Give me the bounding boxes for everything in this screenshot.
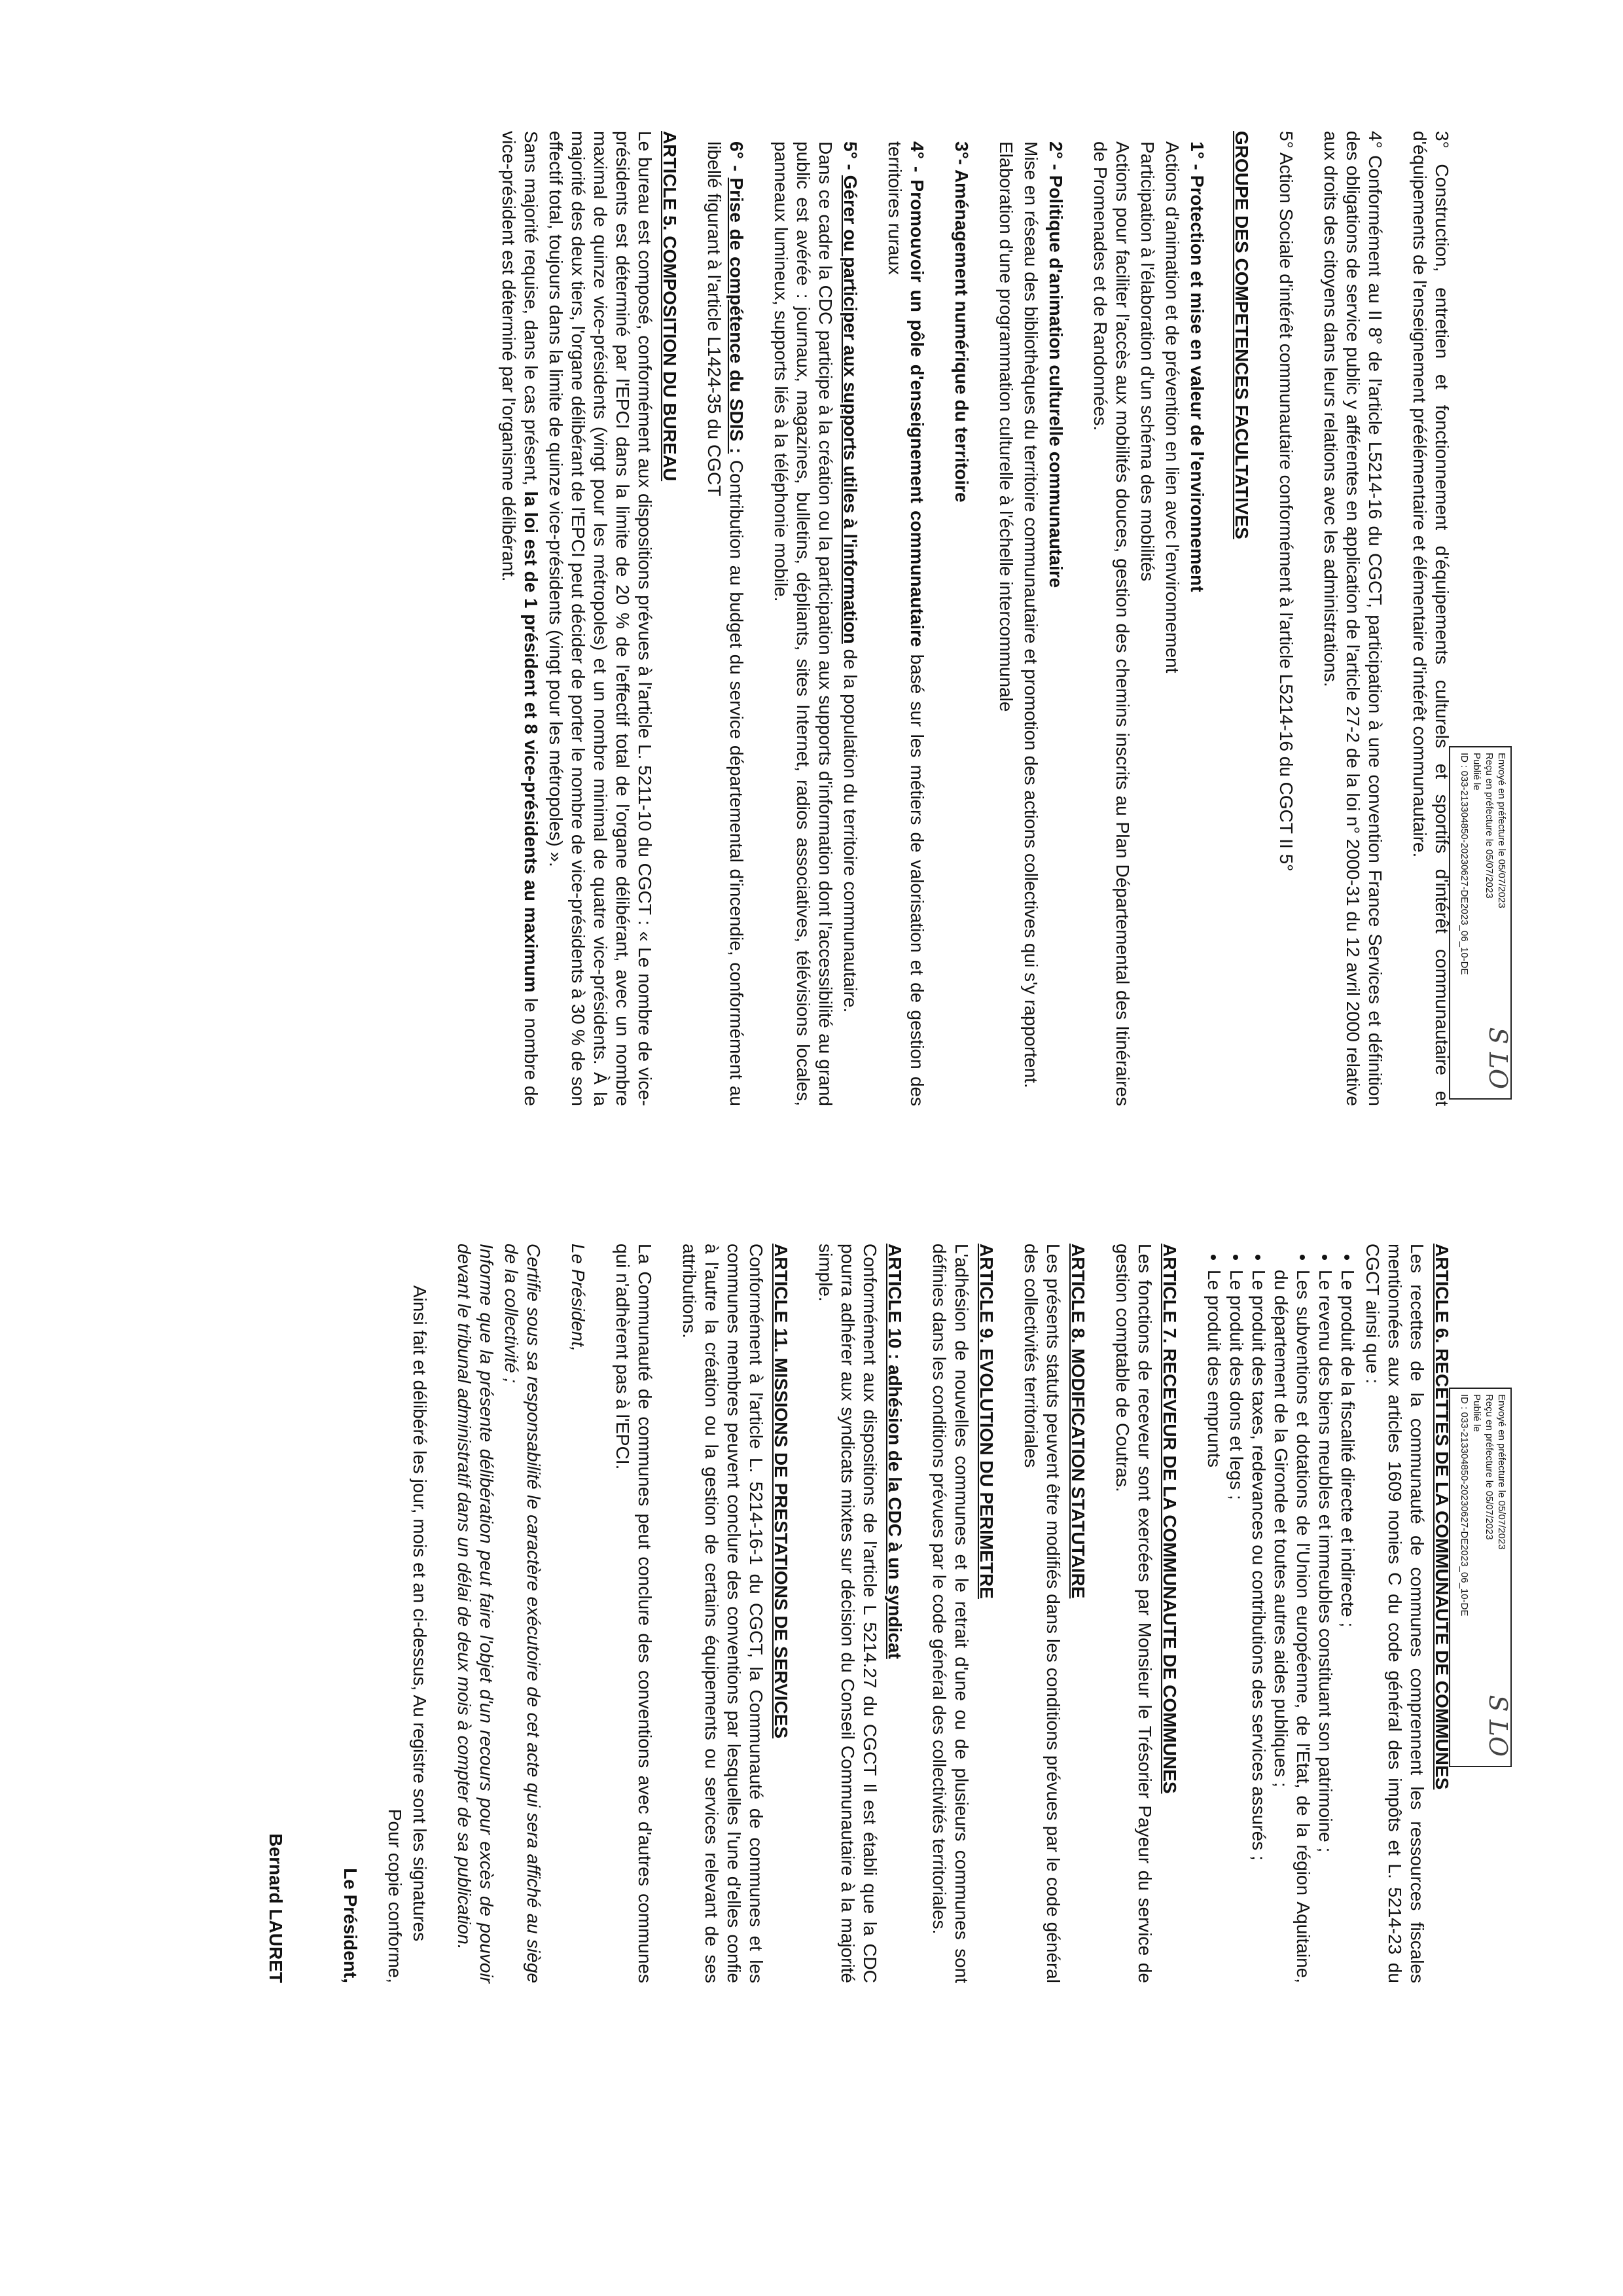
stamp-received: Reçu en préfecture le 05/07/2023 bbox=[1484, 1394, 1495, 1540]
article-6-intro: Les recettes de la communauté de communes comprennent les ressources fiscales mentionnées aux articles 1609 nonies C du code général des impôts et L. 5214-23 du CGCT ainsi que : bbox=[1363, 1244, 1427, 1983]
stamp-published: Publié le bbox=[1471, 753, 1482, 791]
article-5-paragraph-2: Sans majorité requise, dans le cas présent, la loi est de 1 président et 8 vice-présidents au maximum le nombre de vice-président est déterminé par l'organisme délibérant. bbox=[499, 131, 541, 1106]
optional-1-line-2: Participation à l'élaboration d'un schéma des mobilités bbox=[1137, 141, 1158, 582]
optional-2-line-2: Elaboration d'une programmation culturelle à l'échelle intercommunale bbox=[996, 141, 1016, 712]
copy-conform: Pour copie conforme, bbox=[385, 1808, 405, 1983]
optional-2-line-1: Mise en réseau des bibliothèques du territoire communautaire et promotion des actions collectives qui s'y rapportent. bbox=[1021, 141, 1041, 1088]
president-name: Bernard LAURET bbox=[266, 1833, 286, 1983]
stamp-id: ID : 033-213304850-20230627-DE2023_06_10-DE bbox=[1459, 753, 1470, 975]
article-11-paragraph-2: La Communauté de communes peut conclure des conventions avec d'autres communes qui n'adhèrent pas à l'EPCI. bbox=[613, 1244, 655, 1983]
stamp-received: Reçu en préfecture le 05/07/2023 bbox=[1484, 753, 1495, 899]
article-8-title: ARTICLE 8. MODIFICATION STATUTAIRE bbox=[1068, 1244, 1088, 1599]
appeal-notice: Informe que la présente délibération peut faire l'objet d'un recours pour excès de pouvoir devant le tribunal administratif dans un délai de deux mois à compter de sa publication. bbox=[454, 1244, 497, 1983]
optional-5-detail: Dans ce cadre la CDC participe à la création ou la participation aux supports d'information dont l'accessibilité au grand public est avérée : journaux, magazines, bulletins, dépliants, sites Internet, radios associatives, télévisions locales, panneaux lumineux, supports liés à la téléphonie mobile. bbox=[771, 141, 836, 1106]
article-7-title: ARTICLE 7. RECEVEUR DE LA COMMUNAUTE DE COMMUNES bbox=[1160, 1244, 1180, 1794]
list-item: • Le revenu des biens meubles et immeubles constituant son patrimoine ; bbox=[1314, 1270, 1336, 1983]
right-column bbox=[262, 1244, 1453, 1983]
stamp-sent: Envoyé en préfecture le 05/07/2023 bbox=[1496, 1394, 1507, 1550]
prefecture-stamp-left bbox=[1449, 746, 1512, 1100]
competence-4-paragraph: 4° Conformément au II 8° de l'article L5214-16 du CGCT, participation à une convention France Services et définition des obligations de service public y afférentes en application de l'article 27-2 de la loi n° 2000-31 du 12 avril 2000 relative aux droits des citoyens dans leurs relations avec les administrations. bbox=[1321, 131, 1385, 1106]
list-item: • Les subventions et dotations de l'Union européenne, de l'Etat, de la région Aquitaine, du département de la Gironde et toutes autres aides publiques ; bbox=[1270, 1270, 1314, 1983]
prefecture-stamp-right bbox=[1449, 1388, 1512, 1767]
list-item: • Le produit des taxes, redevances ou contributions des services assurés ; bbox=[1247, 1270, 1270, 1983]
optional-1-title: 1° - Protection et mise en valeur de l'environnement bbox=[1187, 141, 1207, 592]
stamp-signature: S LO bbox=[1484, 1695, 1512, 1757]
article-10-title: ARTICLE 10 : adhésion de la CDC à un syndicat bbox=[885, 1244, 905, 1659]
optional-5-paragraph: 5° - Gérer ou participer aux supports utiles à l'information de la population du territoire communautaire. bbox=[840, 141, 861, 1013]
optional-1-line-3: Actions pour faciliter l'accès aux mobilités douces, gestion des chemins inscrits au Plan Départemental des Itinéraires de Promenades et de Randonnées. bbox=[1090, 141, 1133, 1106]
optional-1-line-1: Actions d'animation et de prévention en lien avec l'environnement bbox=[1162, 141, 1183, 673]
optional-2-title: 2° - Politique d'animation culturelle communautaire bbox=[1046, 141, 1066, 588]
article-9-paragraph: L'adhésion de nouvelles communes et le retrait d'une ou de plusieurs communes sont définies dans les conditions prévues par le code général des collectivités territoriales. bbox=[929, 1244, 972, 1983]
article-10-paragraph: Conformément aux dispositions de l'article L 5214.27 du CGCT Il est établi que la CDC pourra adhérer aux syndicats mixtes sur décision du Conseil Communautaire à la majorité simple. bbox=[815, 1244, 880, 1983]
competence-5-paragraph: 5° Action Sociale d'intérêt communautaire conformément à l'article L5214-16 du CGCT II 5° bbox=[1276, 131, 1296, 872]
article-11-paragraph-1: Conformément à l'article L. 5214-16-1 du CGCT, la Communauté de communes et les communes membres peuvent conclure des conventions par lesquelles l'une d'elles confie à l'autre la création ou la gestion de certains équipements ou services relevant de ses attributions. bbox=[679, 1244, 766, 1983]
article-9-title: ARTICLE 9. EVOLUTION DU PERIMETRE bbox=[976, 1244, 997, 1599]
list-item: • Le produit des emprunts bbox=[1203, 1270, 1225, 1983]
article-5-title: ARTICLE 5. COMPOSITION DU BUREAU bbox=[660, 131, 680, 482]
list-item: • Le produit de la fiscalité directe et indirecte ; bbox=[1336, 1270, 1359, 1983]
list-item: • Le produit des dons et legs ; bbox=[1225, 1270, 1247, 1983]
optional-6-paragraph: 6° - Prise de compétence du SDIS : Contribution au budget du service départemental d'incendie, conformément au libellé figurant à l'article L1424-35 du CGCT bbox=[704, 141, 747, 1107]
competence-3-paragraph: 3° Construction, entretien et fonctionnement d'équipements culturels et sportifs d'intérêt communautaire et d'équipements de l'enseignement préélémentaire et élémentaire d'intérêt communautaire. bbox=[1410, 131, 1452, 1106]
closing-statement: Ainsi fait et délibéré les jour, mois et an ci-dessus, Au registre sont les signatures bbox=[410, 1285, 430, 1942]
article-7-paragraph: Les fonctions de receveur sont exercées par Monsieur le Trésorier Payeur du service de gestion comptable de Coutras. bbox=[1113, 1244, 1155, 1983]
left-column bbox=[495, 131, 1453, 1106]
stamp-id: ID : 033-213304850-20230627-DE2023_06_10-DE bbox=[1459, 1394, 1470, 1617]
article-5-paragraph-1: Le bureau est composé, conformément aux dispositions prévues à l'article L. 5211-10 du CGCT : « Le nombre de vice-présidents est déterminé par l'EPCI dans la limite de 20 % de l'effectif total de l'organe délibérant, avec un nombre maximal de quinze vice-présidents (vingt pour les métropoles) et un nombre minimal de quatre vice-présidents. À la majorité des deux tiers, l'organe délibérant de l'EPCI peut décider de porter le nombre de vice-présidents à 30 % de son effectif total, toujours dans la limite de quinze vice-présidents (vingt pour les métropoles) ». bbox=[546, 131, 655, 1106]
president-label: Le Président, bbox=[568, 1244, 588, 1352]
article-6-title: ARTICLE 6. RECETTES DE LA COMMUNAUTE DE COMMUNES bbox=[1432, 1244, 1452, 1790]
article-8-paragraph: Les présents statuts peuvent être modifiés dans les conditions prévues par le code général des collectivités territoriales bbox=[1021, 1244, 1063, 1983]
stamp-sent: Envoyé en préfecture le 05/07/2023 bbox=[1496, 753, 1507, 908]
certification-text: Certifie sous sa responsabilité le caractère exécutoire de cet acte qui sera affiché au siège de la collectivité ; bbox=[501, 1244, 544, 1983]
stamp-published: Publié le bbox=[1471, 1394, 1482, 1432]
group-title: GROUPE DES COMPETENCES FACULTATIVES bbox=[1232, 131, 1252, 539]
optional-4-paragraph: 4° - Promouvoir un pôle d'enseignement communautaire basé sur les métiers de valorisation et de gestion des territoires ruraux bbox=[885, 141, 927, 1106]
article-6-list bbox=[1203, 1244, 1359, 1983]
optional-3-title: 3°- Aménagement numérique du territoire bbox=[952, 141, 972, 503]
president-signature-label: Le Président, bbox=[340, 1868, 361, 1983]
article-11-title: ARTICLE 11. MISSIONS DE PRESTATIONS DE SERVICES bbox=[771, 1244, 791, 1739]
stamp-signature: S LO bbox=[1484, 1027, 1512, 1089]
